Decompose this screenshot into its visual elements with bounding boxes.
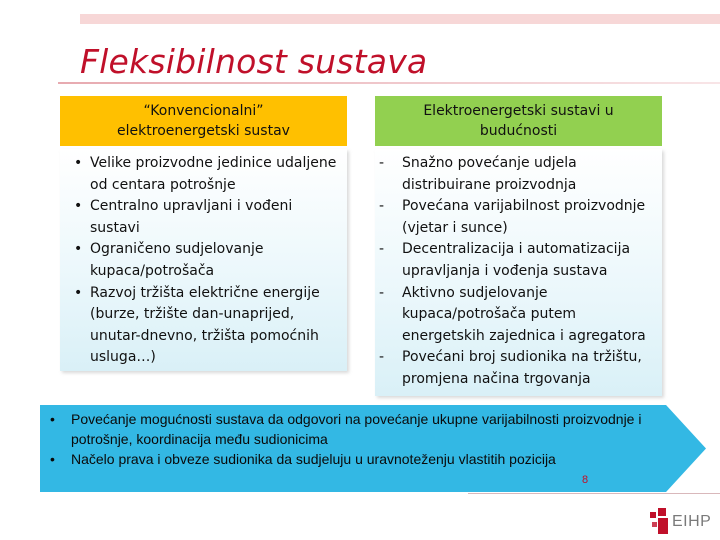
bullet-icon: • (74, 198, 83, 215)
dash-icon: - (379, 198, 385, 215)
list-item: • Ograničeno sudjelovanje kupaca/potrošača (74, 241, 264, 279)
bullet-icon: • (74, 241, 83, 258)
list-item: - Snažno povećanje udjela distribuirane proizvodnja (379, 155, 577, 193)
list-item: - Povećani broj sudionika na tržištu, promjena načina trgovanja (379, 349, 642, 387)
right-column-header (375, 96, 662, 146)
title-underline (58, 82, 720, 84)
list-item: - Decentralizacija i automatizacija upravljanja i vođenja sustava (379, 241, 631, 279)
dash-icon: - (379, 284, 385, 301)
right-column-list (375, 149, 662, 391)
list-item: - Aktivno sudjelovanje kupaca/potrošača putem energetskih zajednica i agregatora (379, 284, 646, 344)
slide-title: Fleksibilnost sustava (80, 42, 428, 81)
left-column-body (60, 149, 347, 371)
right-column-body (375, 149, 662, 396)
conclusion-list (44, 409, 664, 469)
page-number: 8 (581, 474, 589, 486)
bullet-icon: • (74, 284, 83, 301)
dash-icon: - (379, 155, 385, 171)
list-item: • Centralno upravljani i vođeni sustavi (74, 198, 293, 236)
dash-icon: - (379, 349, 385, 366)
footer-divider (468, 493, 720, 494)
left-column-header (60, 96, 347, 146)
list-item: • Načelo prava i obveze sudionika da sudjeluju u uravnoteženju vlastitih pozicija (50, 451, 556, 467)
conclusion-text (44, 409, 664, 469)
left-column-list (60, 149, 347, 369)
dash-icon: - (379, 241, 385, 258)
bullet-icon: • (50, 411, 55, 427)
list-item: • Razvoj tržišta električne energije (burze, tržište dan-unaprijed, unutar-dnevno, tržišta pomoćnih usluga…) (74, 284, 320, 366)
right-column-header-text: Elektroenergetski sustavi u budućnosti (423, 103, 614, 139)
left-column-header-text: “Konvencionalni” elektroenergetski sustav (117, 103, 290, 139)
bullet-icon: • (74, 155, 83, 171)
list-item: • Povećanje mogućnosti sustava da odgovori na povećanje ukupne varijabilnosti proizvodnje i potrošnje, koordinacija među sudionicima (50, 411, 642, 447)
eihp-logo (650, 508, 720, 538)
top-decor-bar (80, 14, 720, 24)
bullet-icon: • (50, 451, 55, 467)
list-item: - Povećana varijabilnost proizvodnje (vjetar i sunce) (379, 198, 646, 236)
list-item: • Velike proizvodne jedinice udaljene od centara potrošnje (74, 155, 337, 193)
eihp-logo-icon (650, 512, 656, 518)
logo-text: EIHP (672, 513, 712, 530)
